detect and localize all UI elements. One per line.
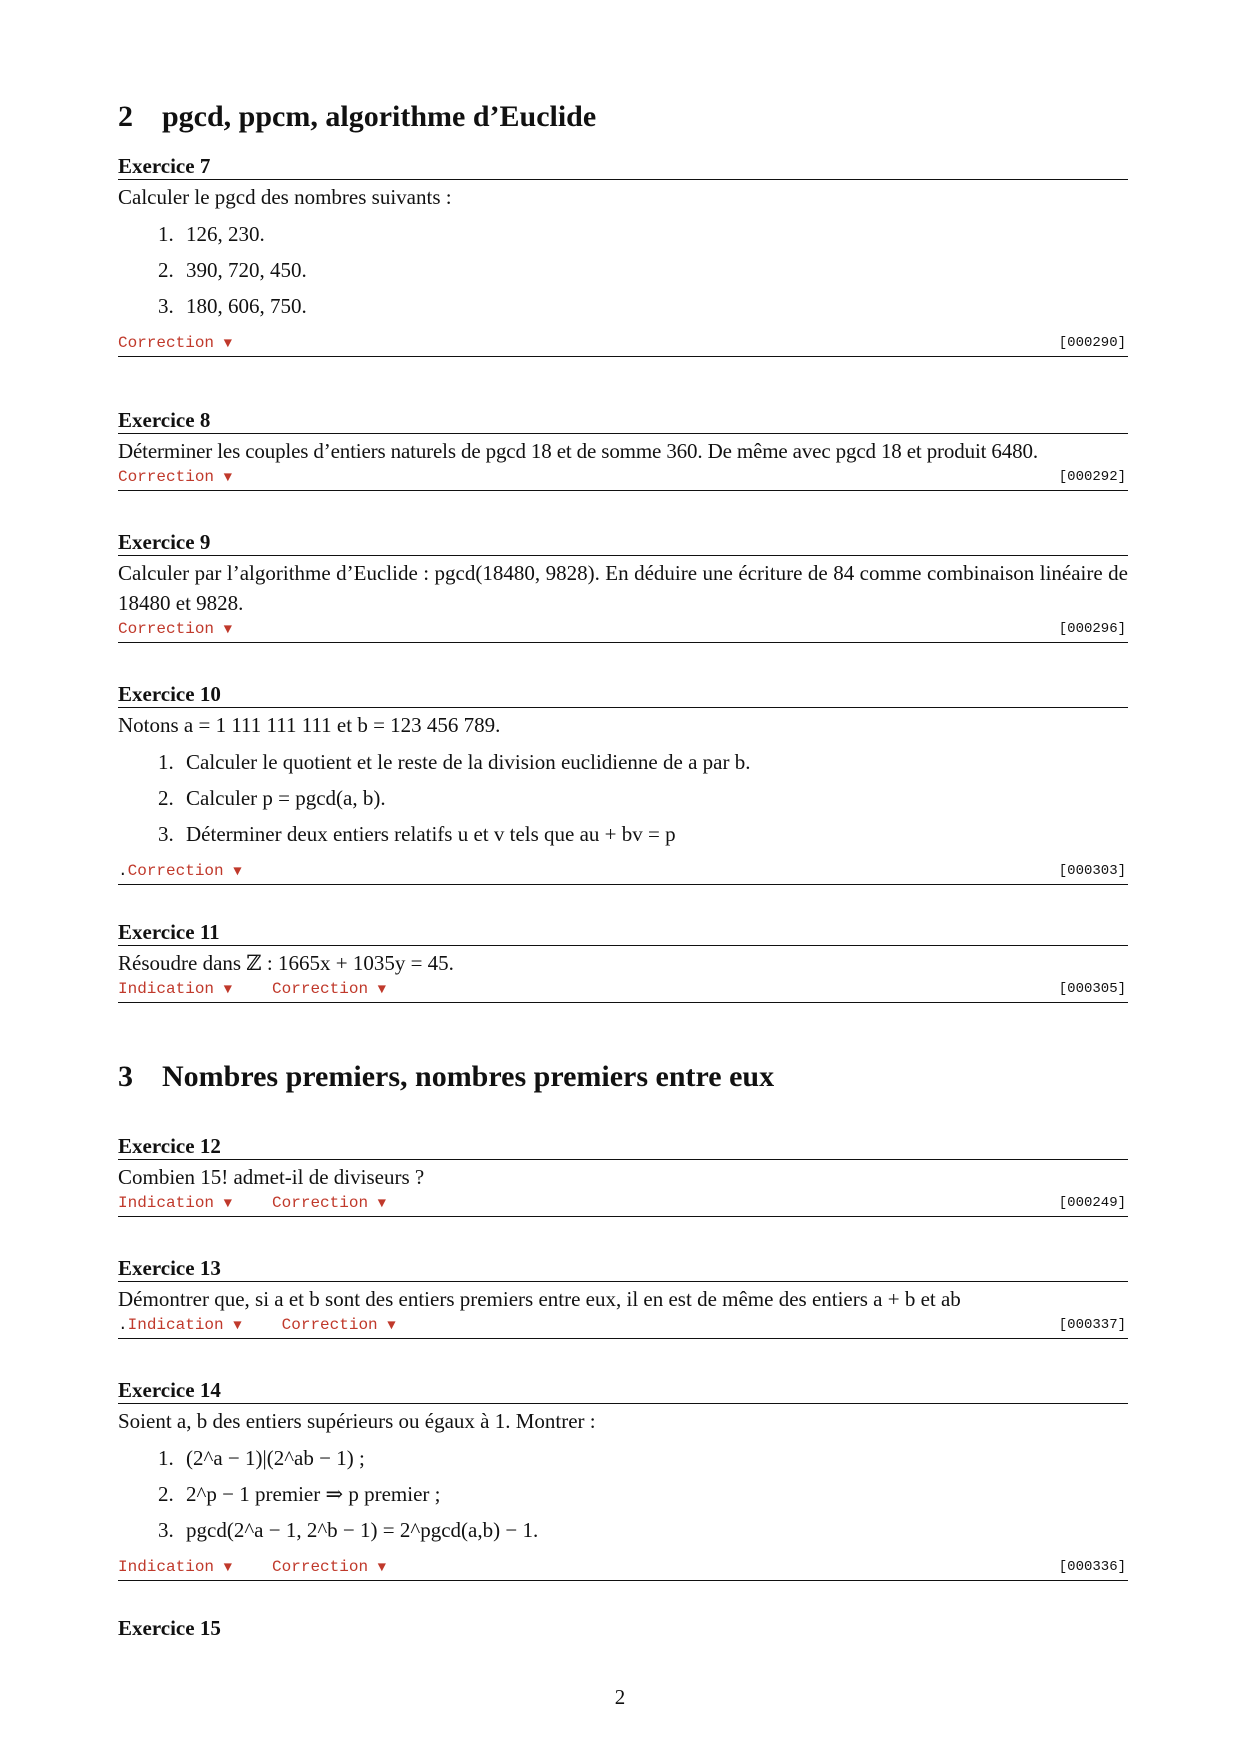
item-number: 1. xyxy=(158,1446,174,1470)
exercise-footer xyxy=(118,1314,1128,1339)
list-item xyxy=(118,780,1128,816)
section-title-2 xyxy=(118,100,596,134)
exercise-12 xyxy=(118,1134,1128,1217)
exercise-13 xyxy=(118,1256,1128,1339)
correction-link[interactable]: Correction ▼ xyxy=(127,862,242,880)
list-item xyxy=(118,816,1128,852)
exercise-statement xyxy=(118,708,1128,852)
triangle-down-icon: ▼ xyxy=(377,1560,387,1576)
list-item xyxy=(118,1476,1128,1512)
triangle-down-icon: ▼ xyxy=(223,470,233,486)
exercise-statement xyxy=(118,1282,1128,1314)
exercise-9 xyxy=(118,530,1128,643)
page-number: 2 xyxy=(614,1685,626,1709)
triangle-down-icon: ▼ xyxy=(233,864,242,880)
exercise-text: Résoudre dans ℤ : 1665x + 1035y = 45. xyxy=(118,951,454,975)
list-item xyxy=(118,288,1128,324)
triangle-down-icon: ▼ xyxy=(233,1318,242,1334)
exercise-reference: [000336] xyxy=(1058,1559,1126,1575)
correction-link[interactable]: Correction ▼ xyxy=(272,980,387,998)
list-item xyxy=(118,216,1128,252)
exercise-10 xyxy=(118,682,1128,885)
stray-dot: . xyxy=(118,1316,128,1334)
exercise-footer xyxy=(118,618,1128,643)
list-item xyxy=(118,744,1128,780)
exercise-links xyxy=(118,1314,396,1337)
triangle-down-icon: ▼ xyxy=(223,336,233,352)
exercise-heading: Exercice 10 xyxy=(118,682,1128,708)
item-number: 2. xyxy=(158,786,174,810)
exercise-reference: [000292] xyxy=(1058,469,1126,485)
list-item xyxy=(118,1512,1128,1548)
exercise-heading: Exercice 14 xyxy=(118,1378,1128,1404)
exercise-text: Notons a = 1 111 111 111 et b = 123 456 789. xyxy=(118,713,501,737)
exercise-statement xyxy=(118,1160,1128,1192)
exercise-heading: Exercice 7 xyxy=(118,154,1128,180)
exercise-links xyxy=(118,466,232,489)
exercise-footer xyxy=(118,466,1128,491)
exercise-footer xyxy=(118,1556,1128,1581)
indication-link[interactable]: Indication ▼ xyxy=(118,980,233,998)
exercise-links xyxy=(118,1192,386,1215)
exercise-text: Calculer le pgcd des nombres suivants : xyxy=(118,185,452,209)
exercise-heading: Exercice 9 xyxy=(118,530,1128,556)
exercise-heading: Exercice 15 xyxy=(118,1616,221,1640)
exercise-8 xyxy=(118,408,1128,491)
exercise-15 xyxy=(118,1616,1128,1641)
exercise-reference: [000290] xyxy=(1058,335,1126,351)
item-text: 126, 230. xyxy=(186,222,265,246)
list-item xyxy=(118,252,1128,288)
item-text: Déterminer deux entiers relatifs u et v tels que au + bv = p xyxy=(186,822,676,846)
item-text: pgcd(2^a − 1, 2^b − 1) = 2^pgcd(a,b) − 1. xyxy=(186,1518,539,1542)
exercise-text: Calculer par l’algorithme d’Euclide : pgcd(18480, 9828). En déduire une écriture de 84 comme combinaison linéaire de 18480 et 9828. xyxy=(118,561,1128,615)
correction-link[interactable]: Correction ▼ xyxy=(118,468,233,486)
item-text: 390, 720, 450. xyxy=(186,258,307,282)
item-number: 3. xyxy=(158,1518,174,1542)
exercise-text: Déterminer les couples d’entiers naturels de pgcd 18 et de somme 360. De même avec pgcd 18 et produit 6480. xyxy=(118,439,1038,463)
exercise-statement xyxy=(118,434,1128,466)
indication-link[interactable]: Indication ▼ xyxy=(118,1558,233,1576)
exercise-footer xyxy=(118,860,1128,885)
exercise-item-list xyxy=(118,1440,1128,1548)
exercise-text: Combien 15! admet-il de diviseurs ? xyxy=(118,1165,425,1189)
exercise-item-list xyxy=(118,744,1128,852)
triangle-down-icon: ▼ xyxy=(223,1196,233,1212)
exercise-heading: Exercice 11 xyxy=(118,920,1128,946)
exercise-14 xyxy=(118,1378,1128,1581)
exercise-text: Démontrer que, si a et b sont des entiers premiers entre eux, il en est de même des entiers a + b et ab xyxy=(118,1287,961,1311)
exercise-text: Soient a, b des entiers supérieurs ou égaux à 1. Montrer : xyxy=(118,1409,596,1433)
item-text: 180, 606, 750. xyxy=(186,294,307,318)
exercise-links xyxy=(118,860,242,883)
exercise-footer xyxy=(118,978,1128,1003)
section-number: 2 xyxy=(118,100,133,133)
correction-link[interactable]: Correction ▼ xyxy=(272,1194,387,1212)
item-text: (2^a − 1)|(2^ab − 1) ; xyxy=(186,1446,365,1470)
exercise-statement xyxy=(118,1404,1128,1548)
item-number: 3. xyxy=(158,294,174,318)
triangle-down-icon: ▼ xyxy=(223,982,233,998)
correction-link[interactable]: Correction ▼ xyxy=(118,334,233,352)
triangle-down-icon: ▼ xyxy=(377,982,387,998)
exercise-footer xyxy=(118,332,1128,357)
triangle-down-icon: ▼ xyxy=(377,1196,387,1212)
list-item xyxy=(118,1440,1128,1476)
exercise-links xyxy=(118,1556,386,1579)
correction-link[interactable]: Correction ▼ xyxy=(281,1316,396,1334)
exercise-item-list xyxy=(118,216,1128,324)
triangle-down-icon: ▼ xyxy=(387,1318,396,1334)
item-number: 2. xyxy=(158,258,174,282)
exercise-statement xyxy=(118,180,1128,324)
exercise-reference: [000296] xyxy=(1058,621,1126,637)
item-text: Calculer le quotient et le reste de la division euclidienne de a par b. xyxy=(186,750,751,774)
item-number: 2. xyxy=(158,1482,174,1506)
section-number: 3 xyxy=(118,1060,133,1093)
item-text: Calculer p = pgcd(a, b). xyxy=(186,786,386,810)
exercise-reference: [000249] xyxy=(1058,1195,1126,1211)
triangle-down-icon: ▼ xyxy=(223,622,233,638)
exercise-links xyxy=(118,978,386,1001)
section-title-3 xyxy=(118,1060,774,1094)
exercise-reference: [000305] xyxy=(1058,981,1126,997)
exercise-links xyxy=(118,332,232,355)
correction-link[interactable]: Correction ▼ xyxy=(272,1558,387,1576)
exercise-reference: [000337] xyxy=(1058,1317,1126,1333)
indication-link[interactable]: Indication ▼ xyxy=(127,1316,242,1334)
exercise-7 xyxy=(118,154,1128,357)
exercise-statement xyxy=(118,946,1128,978)
item-number: 1. xyxy=(158,222,174,246)
exercise-heading: Exercice 8 xyxy=(118,408,1128,434)
exercise-heading: Exercice 13 xyxy=(118,1256,1128,1282)
triangle-down-icon: ▼ xyxy=(223,1560,233,1576)
exercise-11 xyxy=(118,920,1128,1003)
item-number: 3. xyxy=(158,822,174,846)
section-title-text: Nombres premiers, nombres premiers entre eux xyxy=(162,1060,775,1093)
indication-link[interactable]: Indication ▼ xyxy=(118,1194,233,1212)
section-title-text: pgcd, ppcm, algorithme d’Euclide xyxy=(162,100,597,133)
item-number: 1. xyxy=(158,750,174,774)
correction-link[interactable]: Correction ▼ xyxy=(118,620,233,638)
exercise-statement xyxy=(118,556,1128,618)
exercise-reference: [000303] xyxy=(1058,863,1126,879)
exercise-links xyxy=(118,618,232,641)
exercise-heading: Exercice 12 xyxy=(118,1134,1128,1160)
stray-dot: . xyxy=(118,862,128,880)
item-text: 2^p − 1 premier ⇒ p premier ; xyxy=(186,1482,441,1506)
exercise-footer xyxy=(118,1192,1128,1217)
